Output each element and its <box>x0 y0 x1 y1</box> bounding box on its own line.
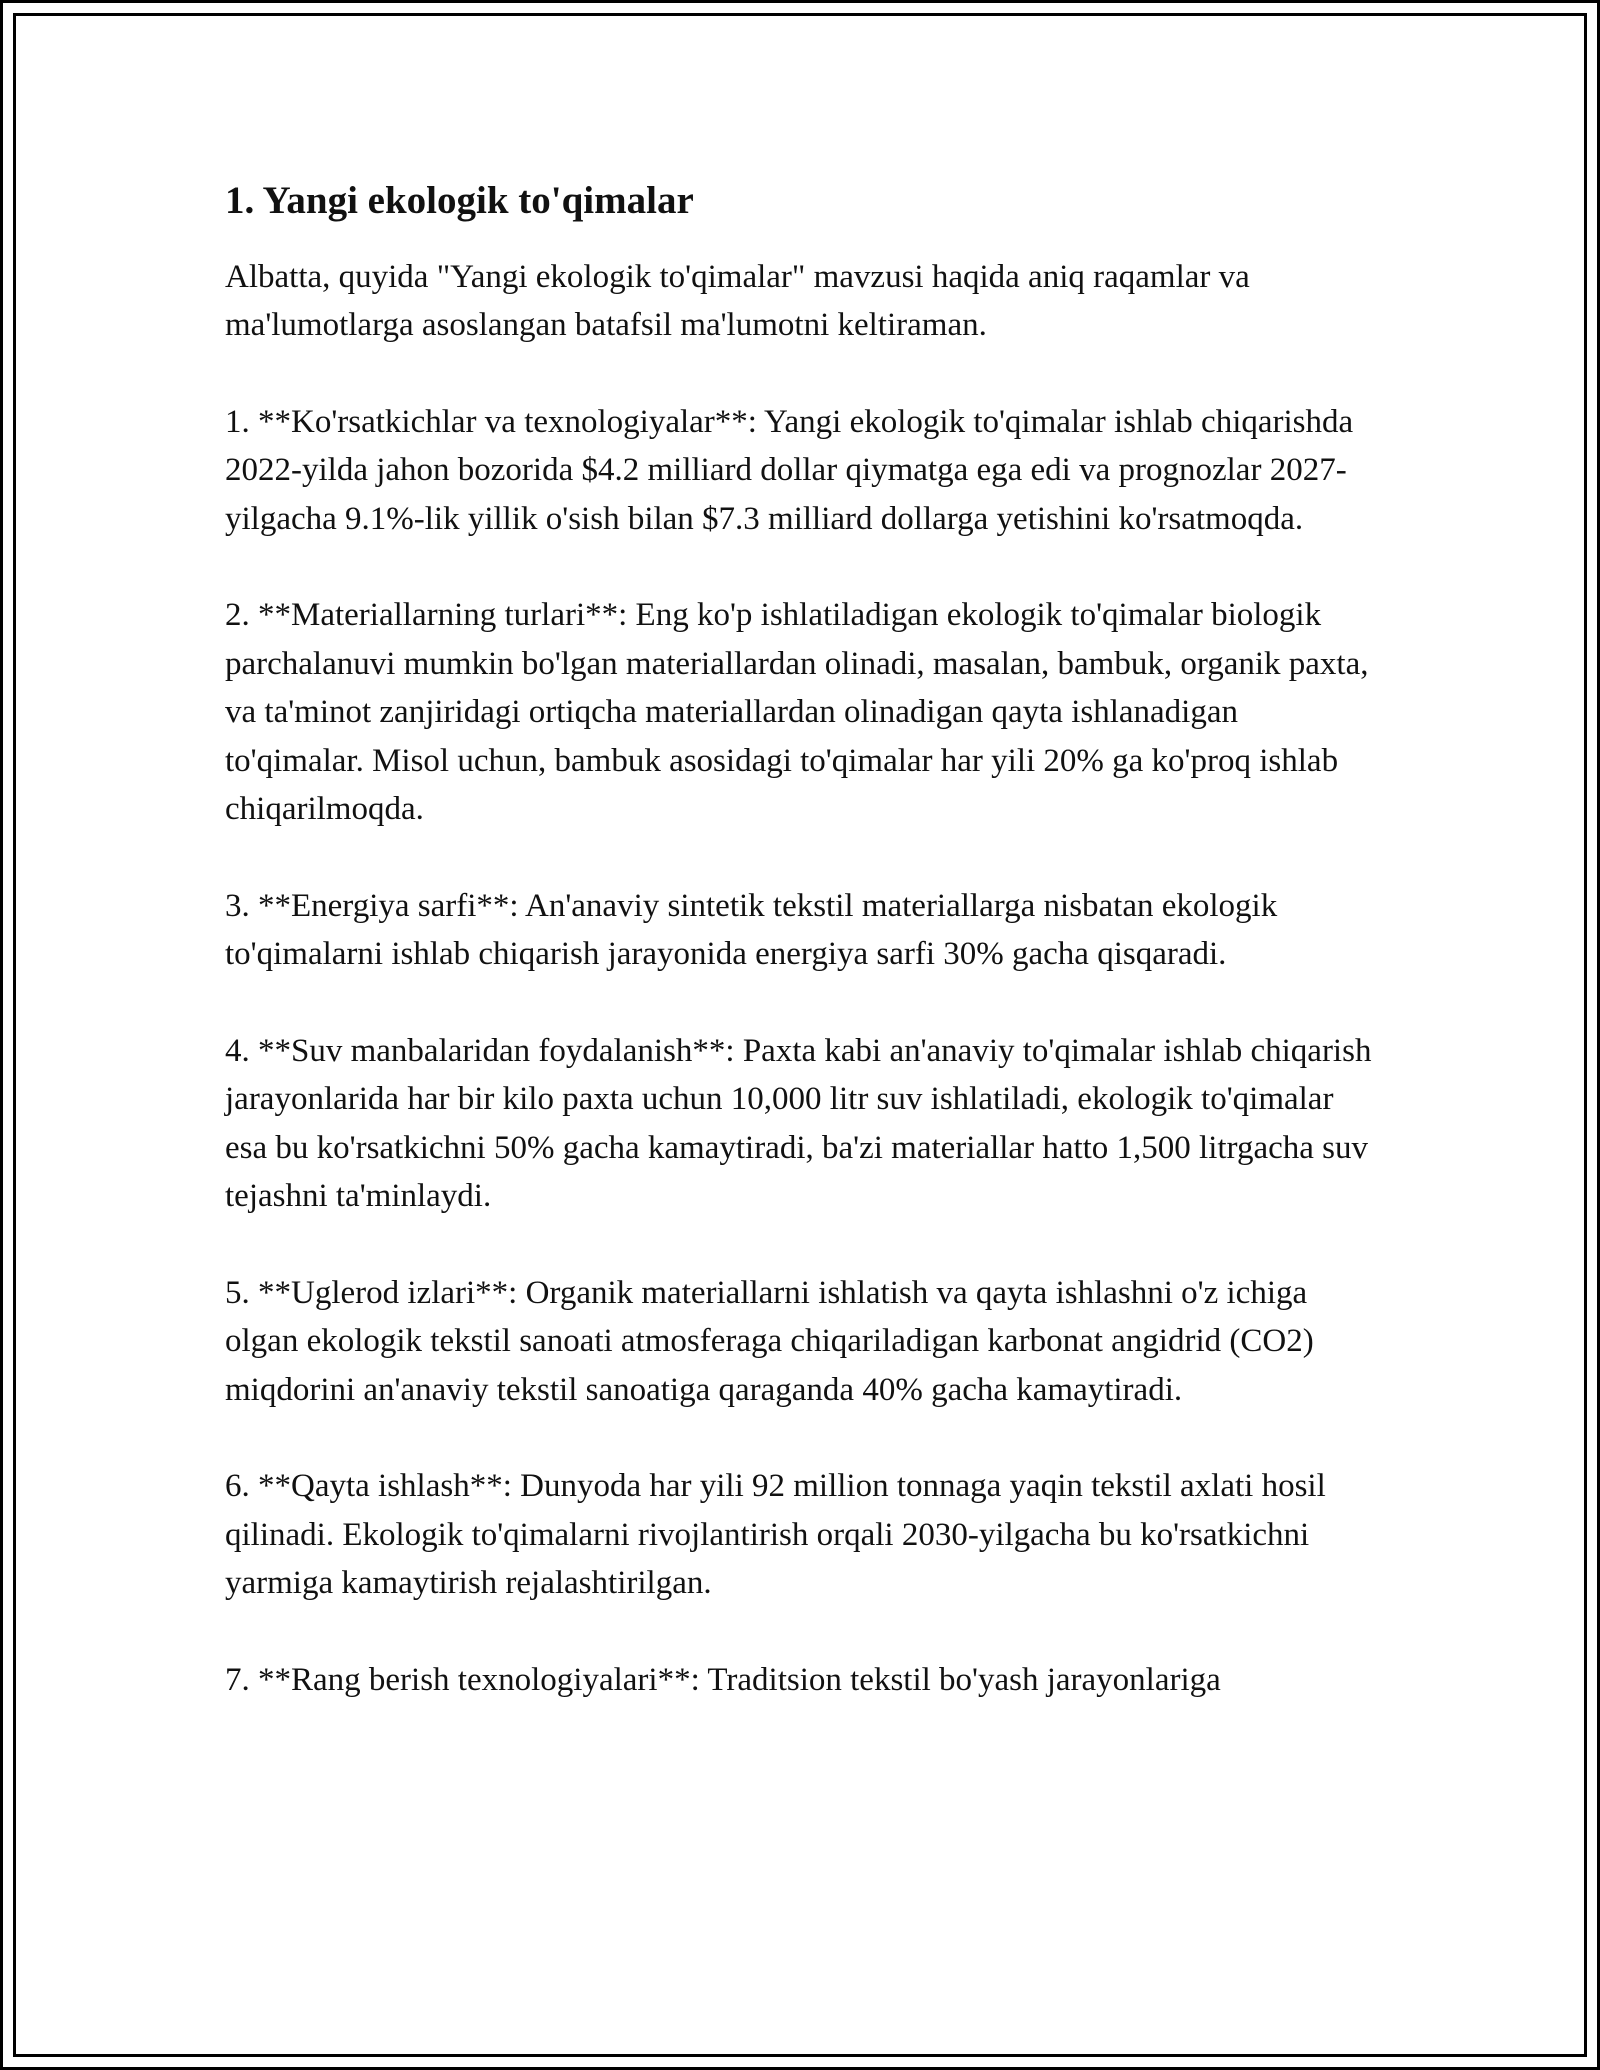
list-item-2: 2. **Materiallarning turlari**: Eng ko'p ishlatiladigan ekologik to'qimalar biologik parchalanuvi mumkin bo'lgan materiallardan olinadi, masalan, bambuk, organik paxta, va ta'minot zanjiridagi ortiqcha materiallardan olinadigan qayta ishlanadigan to'qimalar. Misol uchun, bambuk asosidagi to'qimalar har yili 20% ga ko'proq ishlab chiqarilmoqda. <box>225 597 1369 828</box>
document-body <box>225 178 1375 1752</box>
list-item-4: 4. **Suv manbalaridan foydalanish**: Paxta kabi an'anaviy to'qimalar ishlab chiqarish jarayonlarida har bir kilo paxta uchun 10,000 litr suv ishlatiladi, ekologik to'qimalar esa bu ko'rsatkichni 50% gacha kamaytiradi, ba'zi materiallar hatto 1,500 litrgacha suv tejashni ta'minlaydi. <box>225 1032 1372 1215</box>
list-item-3: 3. **Energiya sarfi**: An'anaviy sintetik tekstil materiallarga nisbatan ekologik to'qimalarni ishlab chiqarish jarayonida energiya sarfi 30% gacha qisqaradi. <box>225 887 1278 973</box>
list-item-5: 5. **Uglerod izlari**: Organik materiallarni ishlatish va qayta ishlashni o'z ichiga olgan ekologik tekstil sanoati atmosferaga chiqariladigan karbonat angidrid (CO2) miqdorini an'anaviy tekstil sanoatiga qaraganda 40% gacha kamaytiradi. <box>225 1274 1314 1408</box>
document-title: 1. Yangi ekologik to'qimalar <box>225 179 694 222</box>
intro-paragraph: Albatta, quyida "Yangi ekologik to'qimalar" mavzusi haqida aniq raqamlar va ma'lumotlarga asoslangan batafsil ma'lumotni keltiraman. <box>225 258 1250 344</box>
list-item-1: 1. **Ko'rsatkichlar va texnologiyalar**: Yangi ekologik to'qimalar ishlab chiqarishda 2022-yilda jahon bozorida $4.2 milliard dollar qiymatga ega edi va prognozlar 2027-yilgacha 9.1%-lik yillik o'sish bilan $7.3 milliard dollarga yetishini ko'rsatmoqda. <box>225 403 1354 537</box>
list-item-6: 6. **Qayta ishlash**: Dunyoda har yili 92 million tonnaga yaqin tekstil axlati hosil qilinadi. Ekologik to'qimalarni rivojlantirish orqali 2030-yilgacha bu ko'rsatkichni yarmiga kamaytirish rejalashtirilgan. <box>225 1468 1326 1602</box>
list-item-7: 7. **Rang berish texnologiyalari**: Traditsion tekstil bo'yash jarayonlariga <box>225 1661 1221 1698</box>
